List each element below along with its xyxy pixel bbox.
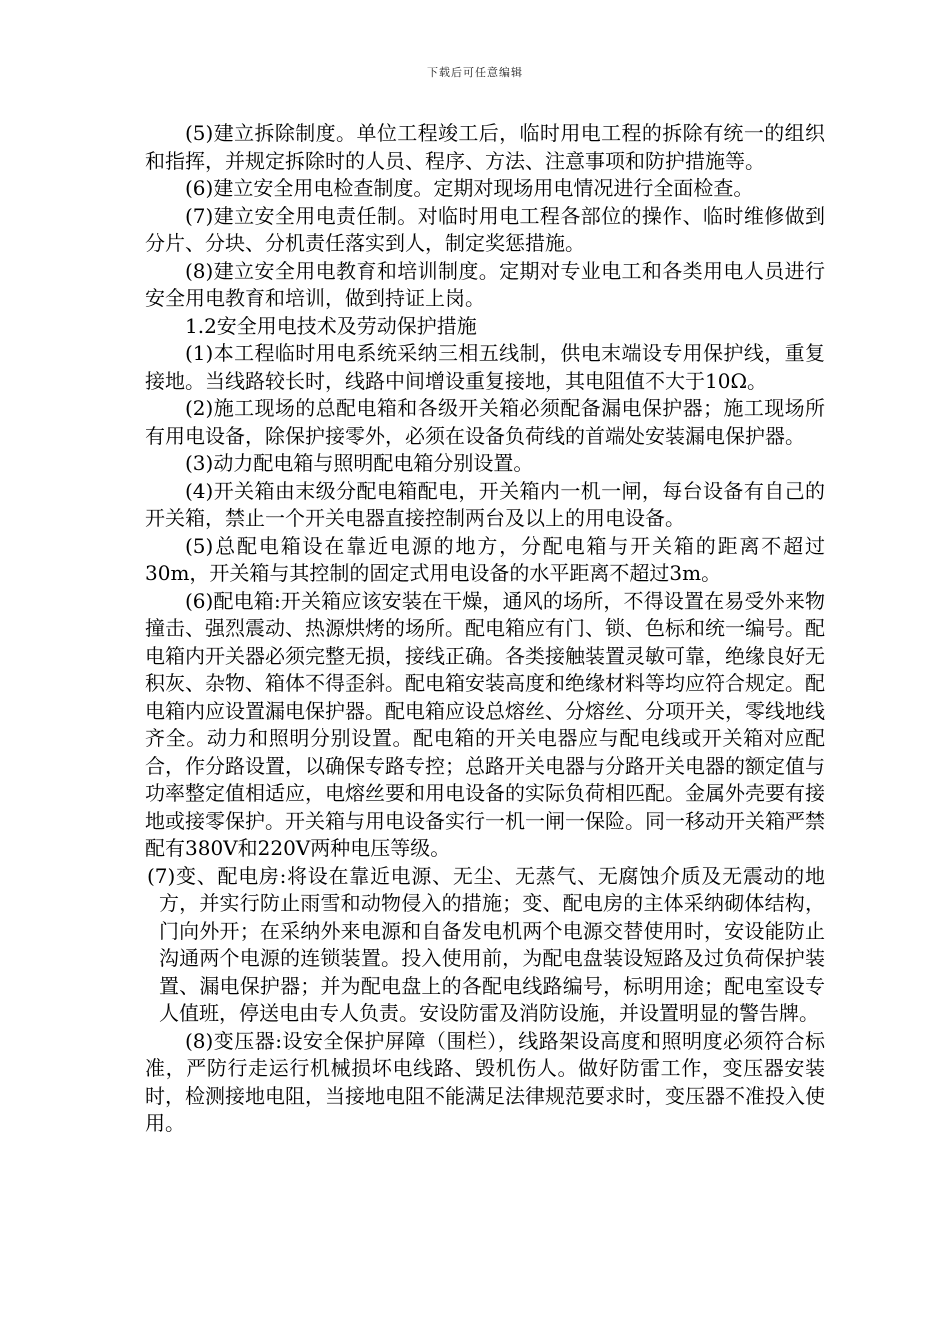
paragraph-measure-6: (6)配电箱:开关箱应该安装在干燥，通风的场所，不得设置在易受外来物撞击、强烈震动、热源烘烤的场所。配电箱应有门、锁、色标和统一编号。配电箱内开关器必须完整无损，接线正确。各类接触装置灵敏可靠，绝缘良好无积灰、杂物、箱体不得歪斜。配电箱安装高度和绝缘材料等均应符合规定。配电箱内应设置漏电保护器。配电箱应设总熔丝、分熔丝、分项开关，零线地线齐全。动力和照明分别设置。配电箱的开关电器应与配电线或开关箱对应配合，作分路设置，以确保专路专控；总路开关电器与分路开关电器的额定值与功率整定值相适应，电熔丝要和用电设备的实际负荷相匹配。金属外壳要有接地或接零保护。开关箱与用电设备实行一机一闸一保险。同一移动开关箱严禁配有380V和220V两种电压等级。	[145, 588, 825, 860]
paragraph-item-7: (7)建立安全用电责任制。对临时用电工程各部位的操作、临时维修做到分片、分块、分机责任落实到人，制定奖惩措施。	[145, 203, 825, 255]
paragraph-measure-2: (2)施工现场的总配电箱和各级开关箱必须配备漏电保护器；施工现场所有用电设备，除保护接零外，必须在设备负荷线的首端处安装漏电保护器。	[145, 396, 825, 448]
paragraph-measure-5: (5)总配电箱设在靠近电源的地方，分配电箱与开关箱的距离不超过30m，开关箱与其控制的固定式用电设备的水平距离不超过3m。	[145, 533, 825, 585]
paragraph-item-6: (6)建立安全用电检查制度。定期对现场用电情况进行全面检查。	[185, 176, 754, 200]
paragraph-item-5: (5)建立拆除制度。单位工程竣工后，临时用电工程的拆除有统一的组织和指挥，并规定拆除时的人员、程序、方法、注意事项和防护措施等。	[145, 121, 825, 173]
section-heading: 1.2安全用电技术及劳动保护措施	[185, 313, 477, 338]
paragraph-measure-3: (3)动力配电箱与照明配电箱分别设置。	[185, 451, 534, 475]
paragraph-measure-7: (7)变、配电房:将设在靠近电源、无尘、无蒸气、无腐蚀介质及无震动的地方，并实行防止雨雪和动物侵入的措施；变、配电房的主体采纳砌体结构，门向外开；在采纳外来电源和自备发电机两个电源交替使用时，安设能防止沟通两个电源的连锁装置。投入使用前，为配电盘装设短路及过负荷保护装置、漏电保护器；并为配电盘上的各配电线路编号，标明用途；配电室设专人值班，停送电由专人负责。安设防雷及消防设施，并设置明显的警告牌。	[147, 863, 825, 1025]
paragraph-measure-8: (8)变压器:设安全保护屏障（围栏），线路架设高度和照明度必须符合标准，严防行走运行机械损坏电线路、毁机伤人。做好防雷工作，变压器安装时，检测接地电阻，当接地电阻不能满足法律规范要求时，变压器不准投入使用。	[145, 1028, 825, 1135]
paragraph-measure-1: (1)本工程临时用电系统采纳三相五线制，供电末端设专用保护线，重复接地。当线路较长时，线路中间增设重复接地，其电阻值不大于10Ω。	[145, 341, 825, 393]
page-header: 下载后可任意编辑	[427, 66, 523, 79]
document-body	[145, 120, 825, 1138]
paragraph-measure-4: (4)开关箱由末级分配电箱配电，开关箱内一机一闸，每台设备有自己的开关箱，禁止一个开关电器直接控制两台及以上的用电设备。	[145, 478, 825, 530]
paragraph-item-8: (8)建立安全用电教育和培训制度。定期对专业电工和各类用电人员进行安全用电教育和培训，做到持证上岗。	[145, 258, 825, 310]
